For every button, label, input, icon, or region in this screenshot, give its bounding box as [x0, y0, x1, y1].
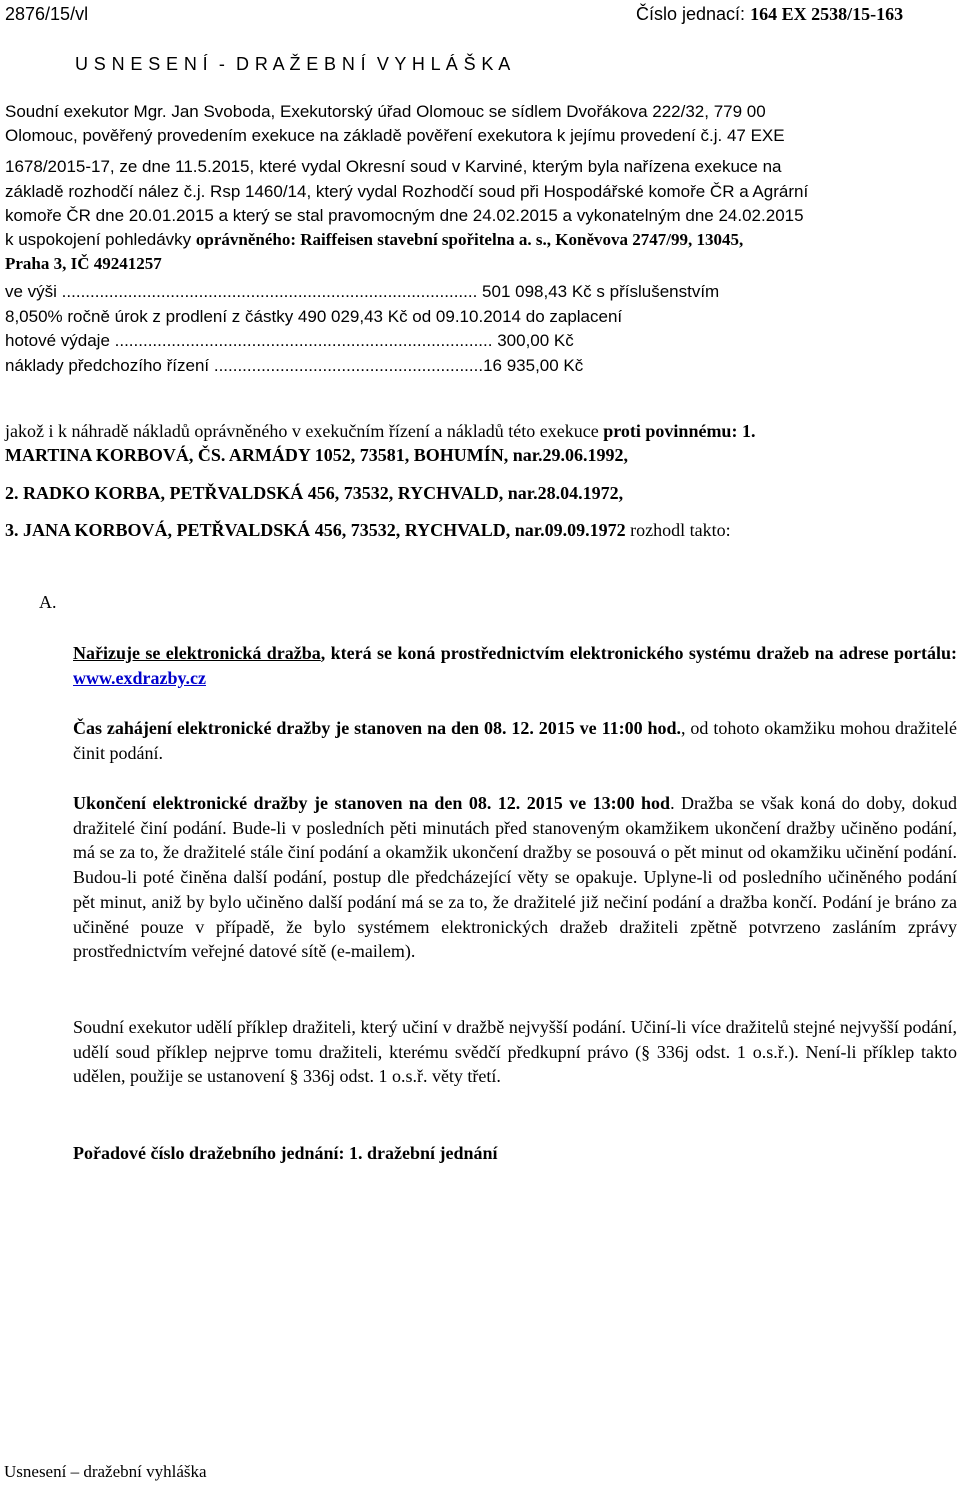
case-number-value: 164 EX 2538/15-163: [750, 4, 904, 24]
amount-principal: ve výši ........................................................................................ 501 098,43 Kč s příslušenstvím: [5, 282, 720, 301]
auction-ordered-paragraph: [73, 641, 957, 691]
auction-start-paragraph: [73, 716, 957, 766]
auction-start-text: , od tohoto okamžiku mohou dražitelé činit podání.: [73, 718, 958, 763]
intro-line-3: 1678/2015-17, ze dne 11.5.2015, které vydal Okresní soud v Karviné, kterým byla nařízena exekuce na: [5, 157, 782, 176]
intro-line-6-text: k uspokojení pohledávky: [5, 230, 196, 249]
decision-text: rozhodl takto:: [625, 520, 731, 540]
auction-ordered-heading: Nařizuje se elektronická dražba: [73, 643, 321, 663]
debtor-3: [5, 520, 731, 541]
amount-interest: 8,050% ročně úrok z prodlení z částky 490 029,43 Kč od 09.10.2014 do zaplacení: [5, 307, 623, 326]
hearing-number-text: Pořadové číslo dražebního jednání: 1. dražební jednání: [73, 1143, 498, 1163]
document-title: U S N E S E N Í - D R A Ž E B N Í V Y H L Á Š K A: [75, 54, 511, 74]
award-paragraph: Soudní exekutor udělí příklep dražiteli, který učiní v dražbě nejvyšší podání. Učiní-li více dražitelů stejné nejvyšší podání, udělí soud příklep nejprve tomu dražiteli, kterému svědčí předkupní právo (§ 336j odst. 1 o.s.ř.). Není-li příklep takto udělen, použije se ustanovení § 336j odst. 1 o.s.ř. věty třetí.: [73, 1017, 957, 1087]
creditor-location: Praha 3, IČ 49241257: [5, 254, 162, 273]
intro-line-7: [5, 252, 162, 276]
intro-line-1: Soudní exekutor Mgr. Jan Svoboda, Exekutorský úřad Olomouc se sídlem Dvořákova 222/32, 779 00: [5, 102, 766, 121]
intro-line-5: komoře ČR dne 20.01.2015 a který se stal pravomocným dne 24.02.2015 a vykonatelným dne 24.02.2015: [5, 206, 804, 225]
debtor-heading: proti povinnému: 1.: [603, 421, 756, 441]
debtor-1: [5, 445, 628, 466]
file-reference: 2876/15/vl: [5, 4, 89, 24]
intro-line-4: základě rozhodčí nález č.j. Rsp 1460/14, který vydal Rozhodčí soud při Hospodářské komoře ČR a Agrární: [5, 182, 809, 201]
debtor-3-text: 3. JANA KORBOVÁ, PETŘVALDSKÁ 456, 73532, RYCHVALD, nar.09.09.1972: [5, 520, 626, 540]
intro-line-6: [5, 228, 743, 252]
amount-expenses: hotové výdaje ................................................................................ 300,00 Kč: [5, 331, 574, 350]
auction-end-paragraph: [73, 791, 957, 964]
case-number-label: Číslo jednací:: [636, 4, 751, 24]
auction-end-text: . Dražba se však koná do doby, dokud dražitelé činí podání. Bude-li v posledních pěti minutách před stanoveným okamžikem ukončení dražby učiněno podání, má se za to, že dražitelé stále činí podání a okamžik ukončení dražby se posouvá o pět minut od okamžiku učinění podání. Budou-li poté činěna další podání, postup dle předcházející věty se opakuje. Uplyne-li od posledního učiněného podání pět minut, aniž by bylo učiněno další podání má se za to, že dražitelé již nečiní podání a dražba končí. Podání je bráno za učiněné pouze v případě, že bylo systémem elektronických dražeb dražiteli zpětně potvrzeno zasláním zprávy prostřednictvím veřejné datové sítě (e-mailem).: [73, 793, 957, 962]
hearing-number-paragraph: [73, 1141, 957, 1165]
auction-ordered-text: , která se koná prostřednictvím elektronického systému dražeb na adrese portálu:: [320, 643, 957, 663]
auction-start-heading: Čas zahájení elektronické dražby je stanoven na den 08. 12. 2015 ve 11:00 hod.: [73, 718, 682, 738]
auction-end-heading: Ukončení elektronické dražby je stanoven na den 08. 12. 2015 ve 13:00 hod: [73, 793, 671, 813]
page-footer: Usnesení – dražební vyhláška: [4, 1462, 207, 1481]
portal-link[interactable]: www.exdrazby.cz: [73, 668, 206, 688]
debtor-1-text: MARTINA KORBOVÁ, ČS. ARMÁDY 1052, 73581, BOHUMÍN, nar.29.06.1992,: [5, 445, 629, 465]
creditor-name: oprávněného: Raiffeisen stavební spořitelna a. s., Koněvova 2747/99, 13045,: [195, 230, 744, 249]
intro-line-2: Olomouc, pověřený provedením exekuce na základě pověření exekutora k jejímu provedení č.j. 47 EXE: [5, 126, 785, 145]
section-a-label: A.: [39, 592, 57, 612]
case-number-line: [636, 4, 903, 25]
amount-prior-costs: náklady předchozího řízení .........................................................16 935,00 Kč: [5, 356, 584, 375]
debtor-2: [5, 483, 623, 504]
parties-intro-text: jakož i k náhradě nákladů oprávněného v exekučním řízení a nákladů této exekuce: [5, 421, 604, 441]
debtor-2-text: 2. RADKO KORBA, PETŘVALDSKÁ 456, 73532, RYCHVALD, nar.28.04.1972,: [5, 483, 624, 503]
parties-line-1: [5, 421, 755, 442]
